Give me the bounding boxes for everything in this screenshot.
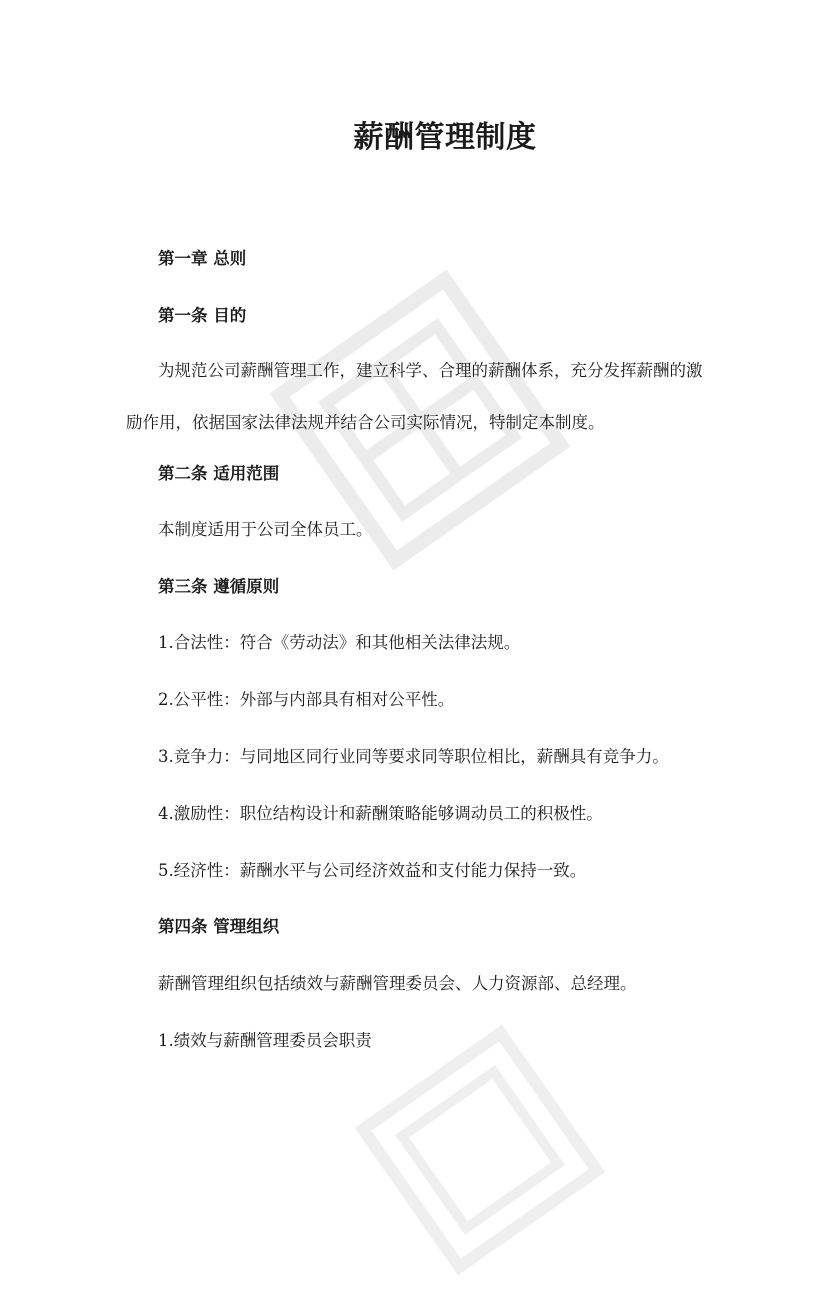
principle-item: 1.合法性：符合《劳动法》和其他相关法律法规。 (158, 633, 521, 652)
watermark-logo-icon (341, 1011, 620, 1289)
sub-item: 1.绩效与薪酬管理委员会职责 (158, 1031, 372, 1050)
principle-item: 5.经济性：薪酬水平与公司经济效益和支付能力保持一致。 (158, 861, 587, 880)
principle-item: 3.竞争力：与同地区同行业同等要求同等职位相比，薪酬具有竞争力。 (158, 747, 669, 766)
principle-item: 2.公平性：外部与内部具有相对公平性。 (158, 690, 455, 709)
article-paragraph: 为规范公司薪酬管理工作，建立科学、合理的薪酬体系，充分发挥薪酬的激励作用，依据国家法律法规并结合公司实际情况，特制定本制度。 (126, 361, 703, 432)
article-heading: 第三条 遵循原则 (158, 577, 280, 596)
chapter-heading: 第一章 总则 (158, 249, 247, 268)
article-heading: 第一条 目的 (158, 306, 247, 325)
principle-item: 4.激励性：职位结构设计和薪酬策略能够调动员工的积极性。 (158, 804, 603, 823)
article-heading: 第二条 适用范围 (158, 464, 280, 483)
article-paragraph: 本制度适用于公司全体员工。 (158, 520, 373, 539)
document-title: 薪酬管理制度 (353, 120, 537, 155)
article-heading: 第四条 管理组织 (158, 917, 280, 936)
article-paragraph: 薪酬管理组织包括绩效与薪酬管理委员会、人力资源部、总经理。 (158, 974, 637, 993)
